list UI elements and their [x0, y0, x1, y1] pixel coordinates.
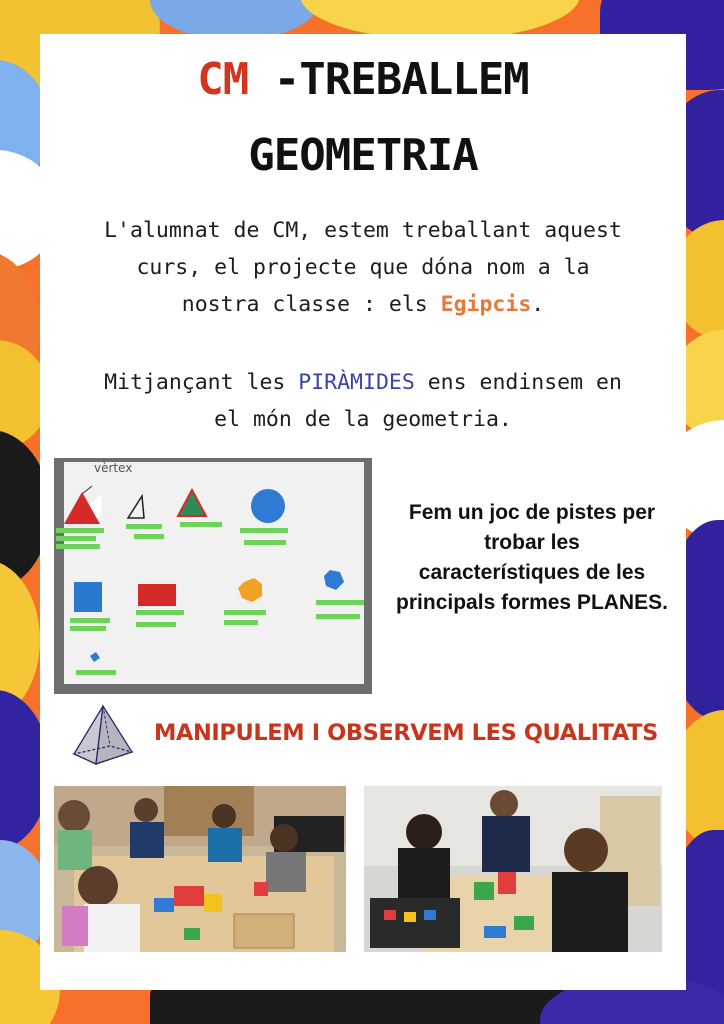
whiteboard-photo [54, 458, 372, 694]
poster-card [40, 34, 686, 990]
intro-paragraph [40, 212, 686, 323]
classroom-photo-2 [364, 786, 662, 952]
page-title [40, 54, 686, 105]
page-title-line2: GEOMETRIA [248, 130, 478, 181]
children-building-illustration [364, 786, 662, 952]
intro-line-1: L'alumnat de CM, estem treballant aquest [104, 218, 622, 243]
pyramid-icon [70, 702, 136, 768]
clue-line-2: trobar les [484, 531, 580, 554]
intro-line-2: curs, el projecte que dóna nom a la [136, 255, 590, 280]
clue-line-4: principals formes PLANES. [396, 591, 668, 614]
clue-game-text [376, 498, 688, 618]
intro-line-3-text: nostra classe : els [181, 292, 441, 317]
intro-line-3-end: . [531, 292, 545, 317]
clue-line-3: característiques de les [418, 561, 646, 584]
intro-line-3 [40, 286, 686, 323]
pyramids-paragraph [40, 364, 686, 438]
piramides-highlight: PIRÀMIDES [298, 370, 415, 395]
manipulate-banner: MANIPULEM I OBSERVEM LES QUALITATS [154, 720, 658, 746]
title-line1: -TREBALLEM [248, 54, 529, 105]
classroom-photo-1 [54, 786, 346, 952]
pyramids-line-1-text: Mitjançant les [104, 370, 299, 395]
pyramids-line-2: el món de la geometria. [214, 407, 512, 432]
egipcis-highlight: Egipcis [440, 292, 532, 317]
vertex-label: vèrtex [94, 461, 133, 475]
children-tables-illustration [54, 786, 346, 952]
pyramids-line-1-end: ens endinsem en [414, 370, 622, 395]
clue-line-1: Fem un joc de pistes per [408, 501, 656, 524]
pyramids-line-1 [40, 364, 686, 401]
title-accent: CM [197, 54, 249, 105]
whiteboard-illustration [54, 458, 372, 694]
